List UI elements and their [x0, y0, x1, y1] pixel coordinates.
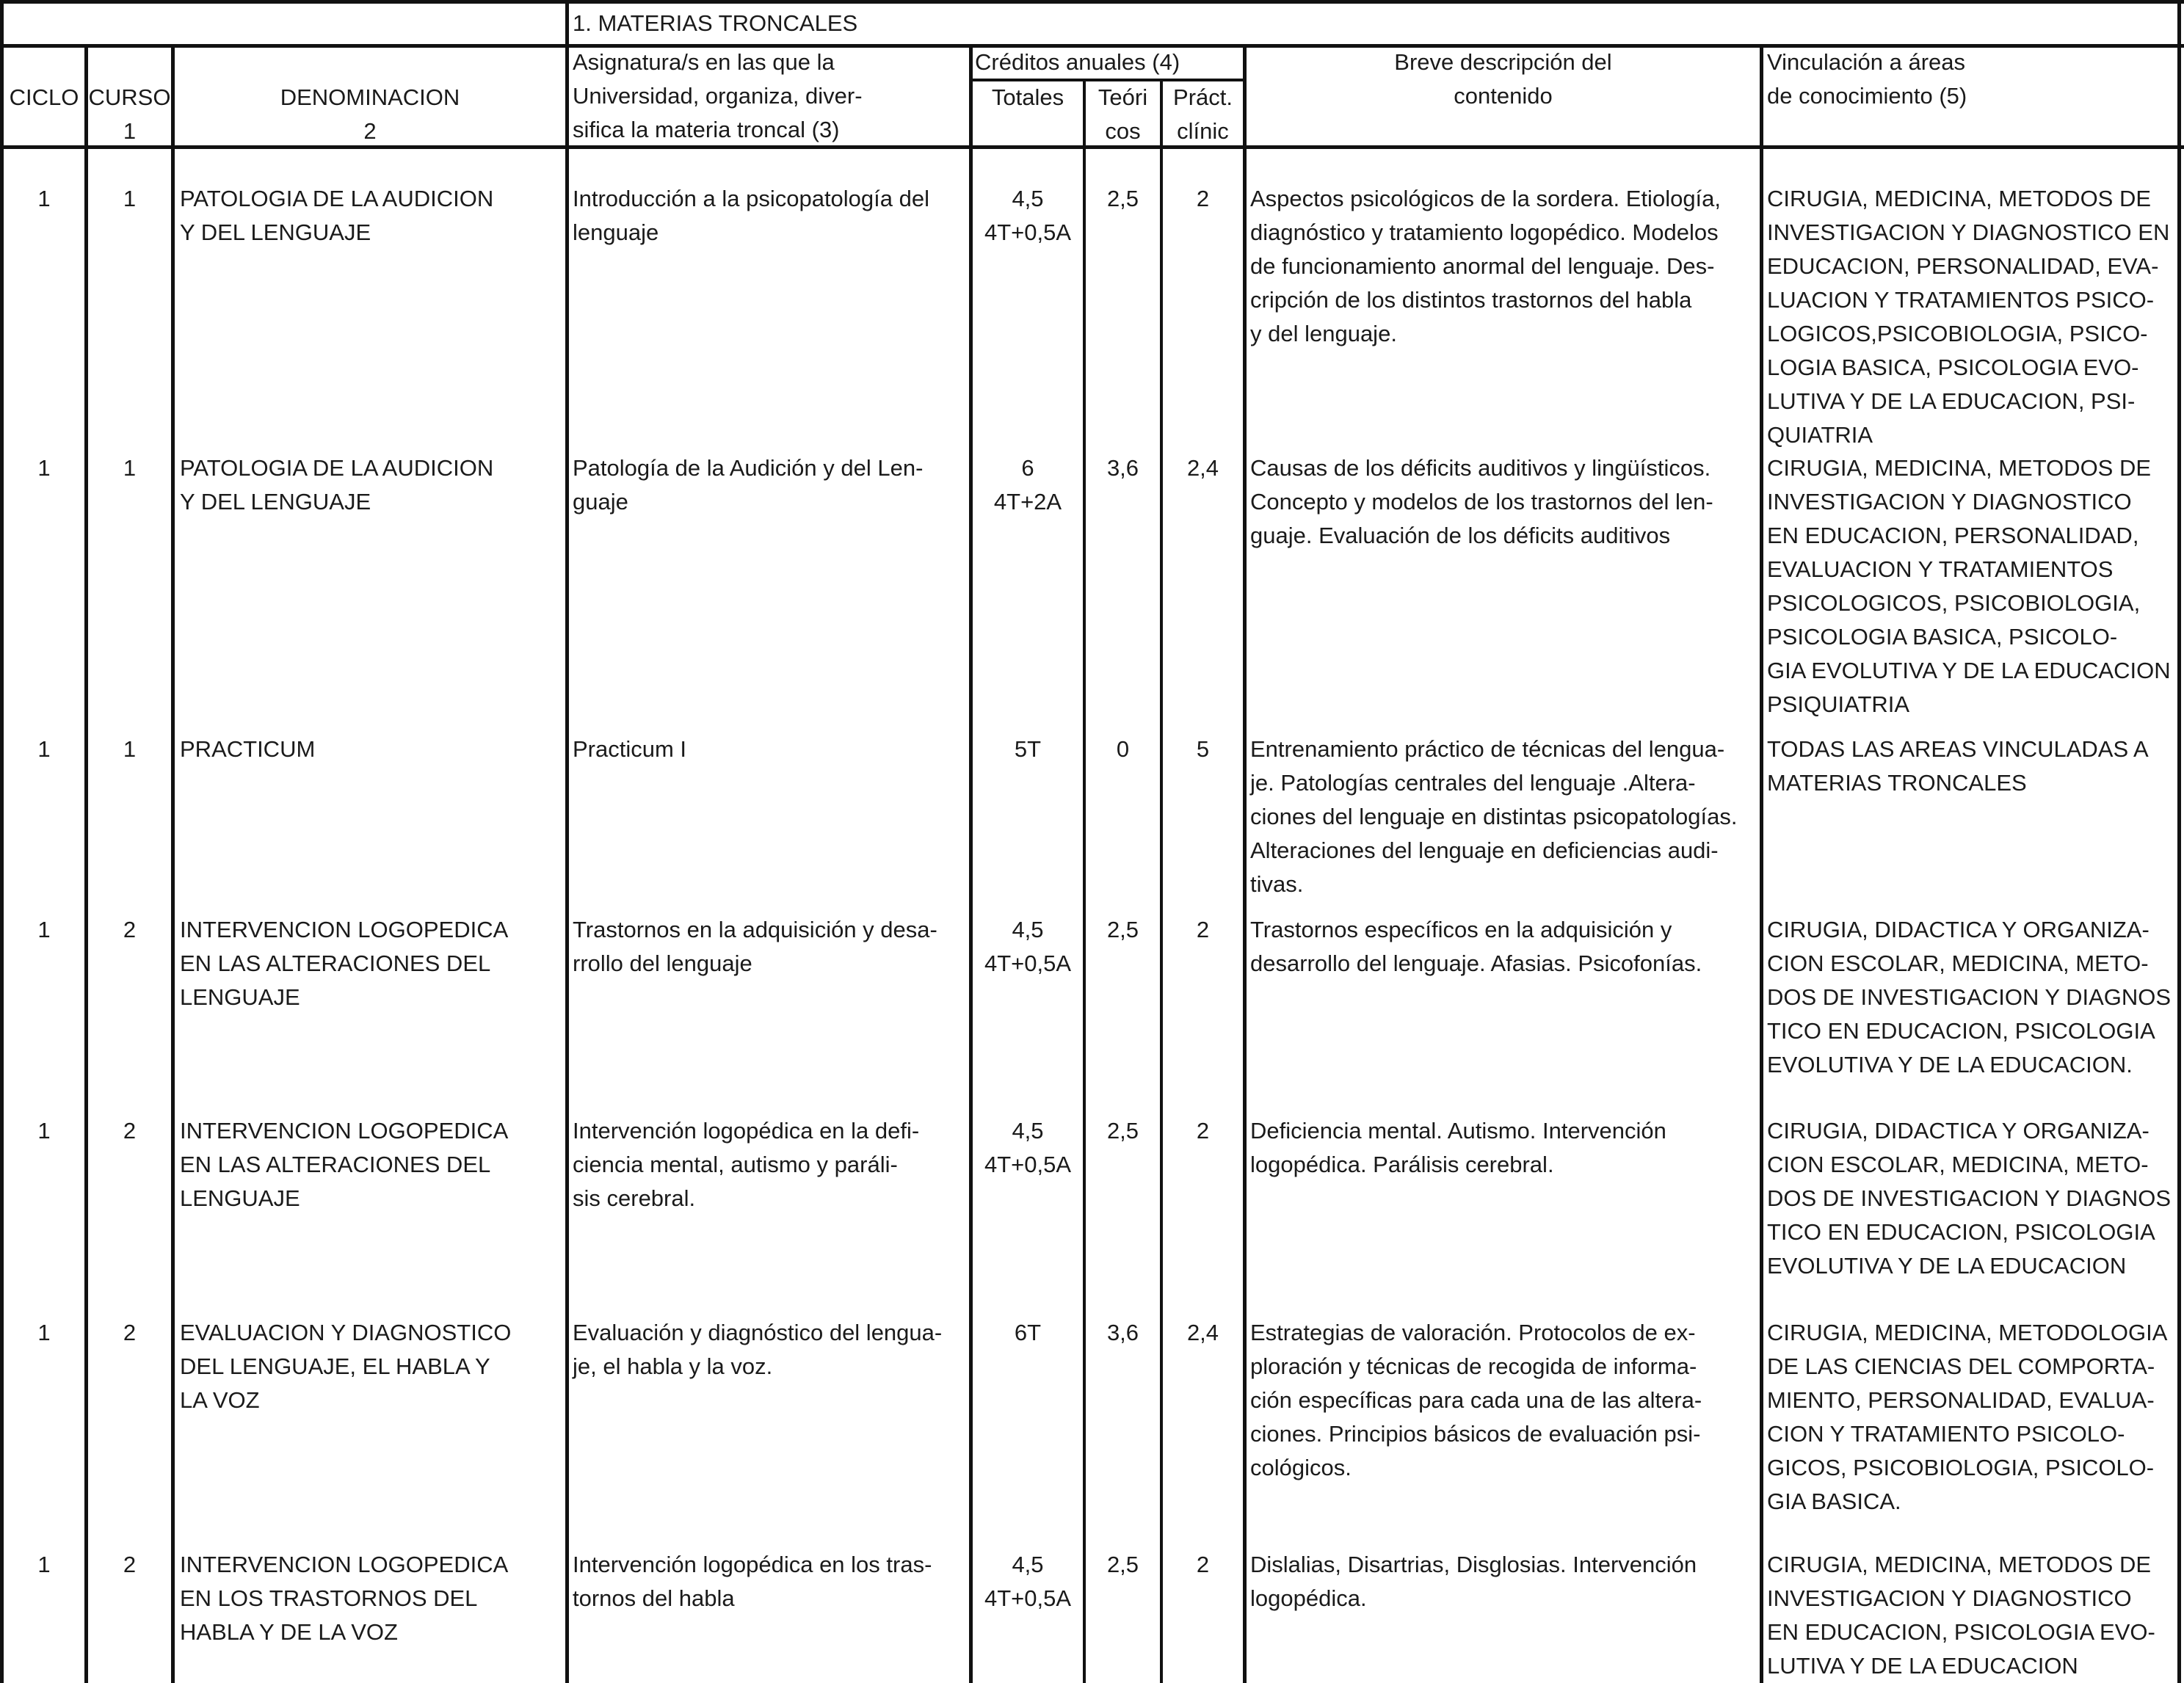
header-asignatura: Asignatura/s en las que la Universidad, organiza, diver- sifica la materia troncal (3) — [573, 49, 863, 142]
rule-asignatura-totales — [969, 46, 973, 1683]
row-teoricos: 2,5 — [1106, 1552, 1139, 1577]
row-denominacion: EVALUACION Y DIAGNOSTICO DEL LENGUAJE, EL HABLA Y LA VOZ — [180, 1320, 512, 1413]
row-totales: 6 4T+2A — [993, 455, 1062, 515]
row-curso: 2 — [123, 1552, 137, 1577]
row-practicos: 2 — [1196, 1552, 1210, 1577]
row-descripcion: Trastornos específicos en la adquisición y desarrollo del lenguaje. Afasias. Psicofonías. — [1250, 917, 1702, 976]
row-practicos: 5 — [1196, 736, 1210, 762]
rule-ciclo-curso — [84, 46, 88, 1683]
row-asignatura: Patología de la Audición y del Len- guaje — [573, 455, 924, 515]
row-asignatura: Intervención logopédica en la defi- ciencia mental, autismo y paráli- sis cerebral. — [573, 1118, 920, 1211]
row-denominacion: PATOLOGIA DE LA AUDICION Y DEL LENGUAJE — [180, 186, 494, 245]
rule-right — [2177, 0, 2181, 1683]
header-denominacion: DENOMINACION 2 — [280, 84, 460, 144]
row-descripcion: Dislalias, Disartrias, Disglosias. Intervención logopédica. — [1250, 1552, 1697, 1611]
rule-totales-teoricos — [1083, 80, 1086, 1683]
row-totales: 4,5 4T+0,5A — [984, 1118, 1072, 1177]
row-totales: 4,5 4T+0,5A — [984, 917, 1072, 976]
header-descripcion: Breve descripción del contenido — [1394, 49, 1612, 109]
row-curso: 2 — [123, 1320, 137, 1345]
row-vinculacion: CIRUGIA, MEDICINA, METODOS DE INVESTIGACION Y DIAGNOSTICO EN EDUCACION, PSICOLOGIA EVO- LUTIVA Y DE LA EDUCACION — [1767, 1552, 2155, 1679]
row-asignatura: Trastornos en la adquisición y desa- rrollo del lenguaje — [573, 917, 937, 976]
row-teoricos: 2,5 — [1106, 917, 1139, 942]
row-denominacion: INTERVENCION LOGOPEDICA EN LOS TRASTORNOS DEL HABLA Y DE LA VOZ — [180, 1552, 509, 1645]
row-teoricos: 3,6 — [1106, 1320, 1139, 1345]
row-teoricos: 0 — [1116, 736, 1130, 762]
header-totales: Totales — [991, 84, 1064, 110]
row-curso: 2 — [123, 917, 137, 942]
row-teoricos: 2,5 — [1106, 1118, 1139, 1144]
row-descripcion: Deficiencia mental. Autismo. Intervención logopédica. Parálisis cerebral. — [1250, 1118, 1666, 1177]
row-totales: 4,5 4T+0,5A — [984, 1552, 1072, 1611]
row-totales: 5T — [1014, 736, 1042, 762]
row-practicos: 2 — [1196, 917, 1210, 942]
row-ciclo: 1 — [37, 917, 51, 942]
header-curso: CURSO 1 — [88, 84, 171, 144]
rule-descripcion-vinculacion — [1760, 46, 1763, 1683]
row-descripcion: Causas de los déficits auditivos y lingüísticos. Concepto y modelos de los trastornos del len- guaje. Evaluación de los déficits auditivos — [1250, 455, 1713, 548]
row-denominacion: INTERVENCION LOGOPEDICA EN LAS ALTERACIONES DEL LENGUAJE — [180, 917, 509, 1010]
row-denominacion: PRACTICUM — [180, 736, 316, 762]
row-asignatura: Introducción a la psicopatología del lenguaje — [573, 186, 929, 245]
row-vinculacion: TODAS LAS AREAS VINCULADAS A MATERIAS TRONCALES — [1767, 736, 2149, 796]
row-practicos: 2,4 — [1186, 1320, 1219, 1345]
row-ciclo: 1 — [37, 1320, 51, 1345]
row-denominacion: INTERVENCION LOGOPEDICA EN LAS ALTERACIONES DEL LENGUAJE — [180, 1118, 509, 1211]
rule-left — [0, 0, 4, 1683]
row-curso: 1 — [123, 455, 137, 481]
row-vinculacion: CIRUGIA, MEDICINA, METODOS DE INVESTIGACION Y DIAGNOSTICO EN EDUCACION, PERSONALIDAD, EVA- LUACION Y TRATAMIENTOS PSICO- LOGICOS,PSICOBIOLOGIA, PSICO- LOGIA BASICA, PSICOLOGIA EVO- LUTIVA Y DE LA EDUCACION, PSI- QUIATRIA — [1767, 186, 2170, 448]
row-vinculacion: CIRUGIA, MEDICINA, METODOLOGIA DE LAS CIENCIAS DEL COMPORTA- MIENTO, PERSONALIDAD, EVALUA- CION Y TRATAMIENTO PSICOLO- GICOS, PSICOBIOLOGIA, PSICOLO- GIA BASICA. — [1767, 1320, 2168, 1514]
row-ciclo: 1 — [37, 455, 51, 481]
rule-denominacion-asignatura — [565, 0, 569, 1683]
row-totales: 4,5 4T+0,5A — [984, 186, 1072, 245]
row-vinculacion: CIRUGIA, DIDACTICA Y ORGANIZA- CION ESCOLAR, MEDICINA, METO- DOS DE INVESTIGACION Y DIAGNOS TICO EN EDUCACION, PSICOLOGIA EVOLUTIVA Y DE LA EDUCACION. — [1767, 917, 2172, 1077]
row-asignatura: Practicum I — [573, 736, 687, 762]
header-teoricos: Teóri cos — [1098, 84, 1148, 144]
row-vinculacion: CIRUGIA, DIDACTICA Y ORGANIZA- CION ESCOLAR, MEDICINA, METO- DOS DE INVESTIGACION Y DIAGNOS TICO EN EDUCACION, PSICOLOGIA EVOLUTIVA Y DE LA EDUCACION — [1767, 1118, 2172, 1279]
row-teoricos: 3,6 — [1106, 455, 1139, 481]
table-title: 1. MATERIAS TRONCALES — [573, 10, 858, 36]
row-totales: 6T — [1014, 1320, 1042, 1345]
row-denominacion: PATOLOGIA DE LA AUDICION Y DEL LENGUAJE — [180, 455, 494, 515]
rule-curso-denominacion — [171, 46, 175, 1683]
row-curso: 1 — [123, 186, 137, 211]
row-descripcion: Aspectos psicológicos de la sordera. Etiología, diagnóstico y tratamiento logopédico. Modelos de funcionamiento anormal del lenguaje. Des- cripción de los distintos trastornos del habla y del lenguaje. — [1250, 186, 1722, 346]
row-ciclo: 1 — [37, 186, 51, 211]
row-teoricos: 2,5 — [1106, 186, 1139, 211]
row-ciclo: 1 — [37, 1552, 51, 1577]
row-vinculacion: CIRUGIA, MEDICINA, METODOS DE INVESTIGACION Y DIAGNOSTICO EN EDUCACION, PERSONALIDAD, EVALUACION Y TRATAMIENTOS PSICOLOGICOS, PSICOBIOLOGIA, PSICOLOGIA BASICA, PSICOLO- GIA EVOLUTIVA Y DE LA EDUCACION PSIQUIATRIA — [1767, 455, 2171, 717]
row-descripcion: Estrategias de valoración. Protocolos de ex- ploración y técnicas de recogida de informa- ción específicas para cada una de las altera- ciones. Principios básicos de evaluación psi- cológicos. — [1250, 1320, 1702, 1480]
row-practicos: 2 — [1196, 186, 1210, 211]
row-asignatura: Evaluación y diagnóstico del lengua- je, el habla y la voz. — [573, 1320, 943, 1379]
row-curso: 1 — [123, 736, 137, 762]
row-practicos: 2,4 — [1186, 455, 1219, 481]
rule-teoricos-practicos — [1160, 80, 1163, 1683]
row-ciclo: 1 — [37, 736, 51, 762]
header-ciclo: CICLO — [9, 84, 79, 110]
row-asignatura: Intervención logopédica en los tras- tornos del habla — [573, 1552, 932, 1611]
header-practicos: Práct. clínic — [1173, 84, 1233, 144]
rule-top — [0, 0, 2184, 4]
row-ciclo: 1 — [37, 1118, 51, 1144]
header-vinculacion: Vinculación a áreas de conocimiento (5) — [1767, 49, 1967, 109]
row-descripcion: Entrenamiento práctico de técnicas del lengua- je. Patologías centrales del lenguaje .Altera- ciones del lenguaje en distintas psicopatologías. Alteraciones del lenguaje en deficiencias audi- tivas. — [1250, 736, 1738, 897]
row-practicos: 2 — [1196, 1118, 1210, 1144]
rule-practicos-descripcion — [1243, 46, 1247, 1683]
header-creditos: Créditos anuales (4) — [975, 49, 1180, 75]
row-curso: 2 — [123, 1118, 137, 1144]
